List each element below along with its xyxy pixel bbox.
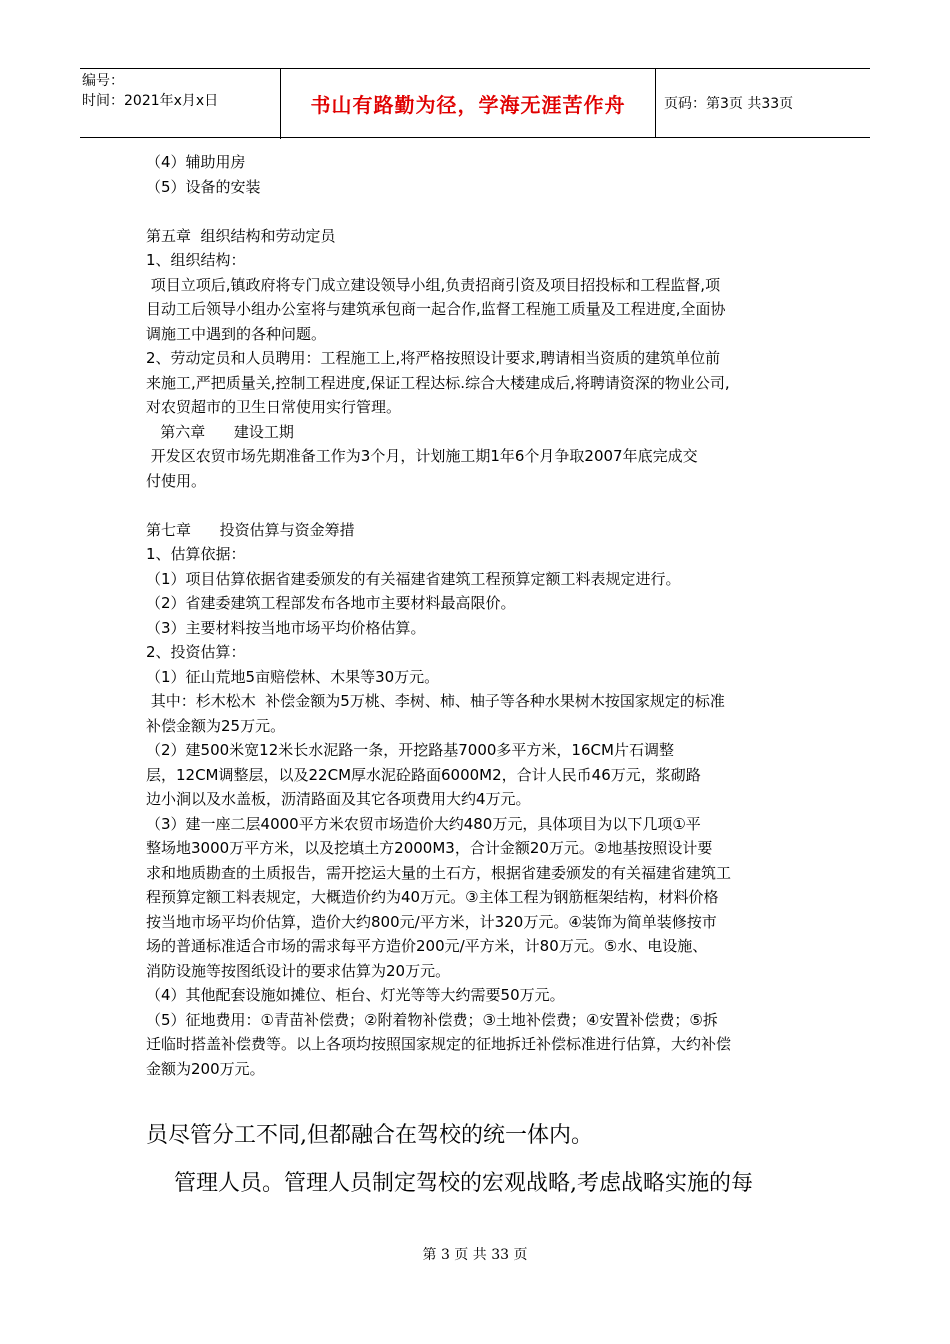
text-line: 第七章 投资估算与资金筹措 — [146, 520, 355, 539]
text-line: 付使用。 — [146, 471, 207, 490]
text-line: 2、劳动定员和人员聘用：工程施工上,将严格按照设计要求,聘请相当资质的建筑单位前 — [146, 349, 721, 367]
text-line: （1）征山荒地5亩赔偿林、木果等30万元。 — [146, 667, 440, 686]
text-line: 层，12CM调整层，以及22CM厚水泥砼路面6000M2，合计人民币46万元，浆砌路 — [146, 765, 701, 784]
text-line: 金额为200万元。 — [146, 1059, 265, 1078]
text-line: 开发区农贸市场先期准备工作为3个月，计划施工期1年6个月争取2007年底完成交 — [146, 447, 698, 465]
text-line — [146, 199, 806, 224]
text-line: 整场地3000万平方米，以及挖填土方2000M3，合计金额20万元。②地基按照设计要 — [146, 839, 713, 857]
text-line: 来施工,严把质量关,控制工程进度,保证工程达标.综合大楼建成后,将聘请资深的物业公司, — [146, 373, 730, 392]
text-line: （4）辅助用房 — [146, 153, 246, 171]
header-motto: 书山有路勤为径，学海无涯苦作舟 — [281, 69, 656, 137]
text-line: 程预算定额工料表规定，大概造价约为40万元。③主体工程为钢筋框架结构，材料价格 — [146, 888, 719, 906]
text-line: 2、投资估算： — [146, 643, 246, 661]
text-line: 目动工后领导小组办公室将与建筑承包商一起合作,监督工程施工质量及工程进度,全面协 — [146, 300, 726, 318]
text-line: （1）项目估算依据省建委颁发的有关福建省建筑工程预算定额工料表规定进行。 — [146, 569, 681, 588]
text-line: 迁临时搭盖补偿费等。以上各项均按照国家规定的征地拆迁补偿标准进行估算，大约补偿 — [146, 1035, 732, 1053]
text-line: 1、组织结构： — [146, 251, 246, 269]
tail-line-1: 员尽管分工不同,但都融合在驾校的统一体内。 — [146, 1123, 593, 1148]
header-table — [80, 68, 870, 138]
header-meta-cell — [80, 69, 281, 139]
text-line: 场的普通标准适合市场的需求每平方造价200元/平方米，计80万元。⑤水、电设施、 — [146, 937, 708, 955]
text-line: 对农贸超市的卫生日常使用实行管理。 — [146, 398, 402, 416]
text-line: 按当地市场平均价估算，造价大约800元/平方米，计320万元。④装饰为简单装修按市 — [146, 912, 717, 931]
text-line: （5）设备的安装 — [146, 177, 261, 196]
text-line: 第六章 建设工期 — [146, 422, 294, 441]
text-line: 第五章 组织结构和劳动定员 — [146, 226, 336, 245]
text-line: 项目立项后,镇政府将专门成立建设领导小组,负责招商引资及项目招投标和工程监督,项 — [146, 275, 721, 294]
text-line — [146, 493, 806, 518]
text-line: （3）建一座二层4000平方米农贸市场造价大约480万元，具体项目为以下几项①平 — [146, 814, 701, 833]
header-page-info: 页码：第3页 共33页 — [664, 96, 794, 112]
text-line: 补偿金额为25万元。 — [146, 716, 286, 735]
document-body — [146, 150, 806, 1081]
text-line: （3）主要材料按当地市场平均价格估算。 — [146, 618, 426, 637]
text-line: 调施工中遇到的各种问题。 — [146, 324, 327, 343]
text-line: （2）省建委建筑工程部发布各地市主要材料最高限价。 — [146, 594, 516, 612]
time-label: 时间：2021年x月x日 — [82, 93, 219, 109]
tail-line-2: 管理人员。管理人员制定驾校的宏观战略,考虑战略实施的每 — [146, 1171, 753, 1196]
text-line: 求和地质勘查的土质报告，需开挖运大量的土石方，根据省建委颁发的有关福建省建筑工 — [146, 863, 732, 882]
text-line: 边小涧以及水盖板，沥清路面及其它各项费用大约4万元。 — [146, 790, 531, 808]
text-line: （4）其他配套设施如摊位、柜台、灯光等等大约需要50万元。 — [146, 986, 565, 1004]
text-line: 1、估算依据： — [146, 545, 246, 563]
text-line: 其中：杉木松木 补偿金额为5万桃、李树、柿、柚子等各种水果树木按国家规定的标准 — [146, 692, 725, 710]
code-label: 编号： — [82, 73, 124, 89]
text-line: 消防设施等按图纸设计的要求估算为20万元。 — [146, 961, 451, 980]
text-line: （5）征地费用：①青苗补偿费；②附着物补偿费；③土地补偿费；④安置补偿费；⑤拆 — [146, 1010, 718, 1029]
page-footer: 第 3 页 共 33 页 — [422, 1247, 528, 1263]
text-line: （2）建500米宽12米长水泥路一条，开挖路基7000多平方米，16CM片石调整 — [146, 741, 674, 759]
